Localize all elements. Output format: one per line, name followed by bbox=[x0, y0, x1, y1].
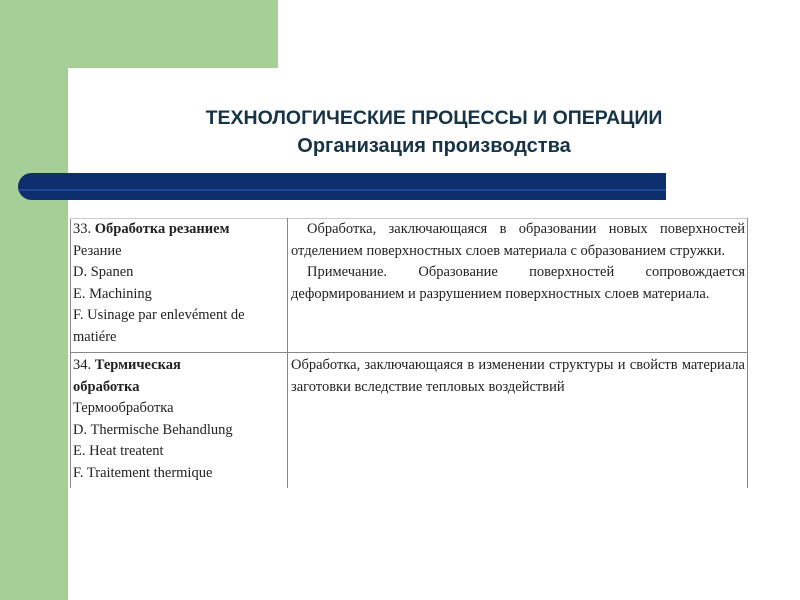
term-cell bbox=[71, 219, 288, 353]
synonym: matiére bbox=[73, 328, 117, 345]
term-name: Обработка резанием bbox=[94, 221, 230, 237]
decorative-bar bbox=[18, 173, 666, 200]
term-name-continued bbox=[73, 377, 285, 399]
synonym: D. Spanen bbox=[73, 264, 134, 280]
synonym: E. Heat treatent bbox=[73, 443, 164, 459]
synonym: F. Usinage par enlevément de bbox=[73, 307, 245, 323]
green-background-top bbox=[0, 0, 278, 68]
term-heading bbox=[73, 355, 285, 377]
table-row bbox=[71, 353, 748, 489]
synonym: Резание bbox=[73, 242, 122, 259]
synonym: E. Machining bbox=[73, 285, 152, 302]
definition-cell bbox=[288, 219, 748, 353]
definition-cell bbox=[288, 353, 748, 489]
slide-title-block bbox=[68, 104, 800, 160]
term-heading bbox=[73, 219, 285, 241]
term-cell bbox=[71, 353, 288, 489]
definition-text: Обработка, заключающаяся в образовании новых поверхностей отделением поверхностных слоев материала с образованием стружки. bbox=[291, 221, 745, 259]
slide-title: ТЕХНОЛОГИЧЕСКИЕ ПРОЦЕССЫ И ОПЕРАЦИИ bbox=[205, 107, 663, 129]
definition-text: Обработка, заключающаяся в изменении структуры и свойств материала заготовки вследствие тепловых воздействий bbox=[291, 357, 745, 395]
term-number: 34. bbox=[73, 357, 92, 373]
term-name: Термическая bbox=[94, 357, 181, 373]
green-background-left bbox=[0, 0, 68, 600]
table-row bbox=[71, 219, 748, 353]
synonym: D. Thermische Behandlung bbox=[73, 421, 233, 438]
note-text: Примечание. Образование поверхностей сопровождается деформированием и разрушением поверхностных слоев материала. bbox=[291, 264, 745, 302]
term-number: 33. bbox=[73, 221, 92, 237]
term-name-line2: обработка bbox=[73, 378, 140, 395]
synonym: Термообработка bbox=[73, 400, 174, 416]
decorative-bar-stripe bbox=[18, 189, 666, 191]
synonym: F. Traitement thermique bbox=[73, 464, 213, 481]
terms-table bbox=[70, 218, 748, 488]
slide-subtitle: Организация производства bbox=[297, 135, 571, 157]
